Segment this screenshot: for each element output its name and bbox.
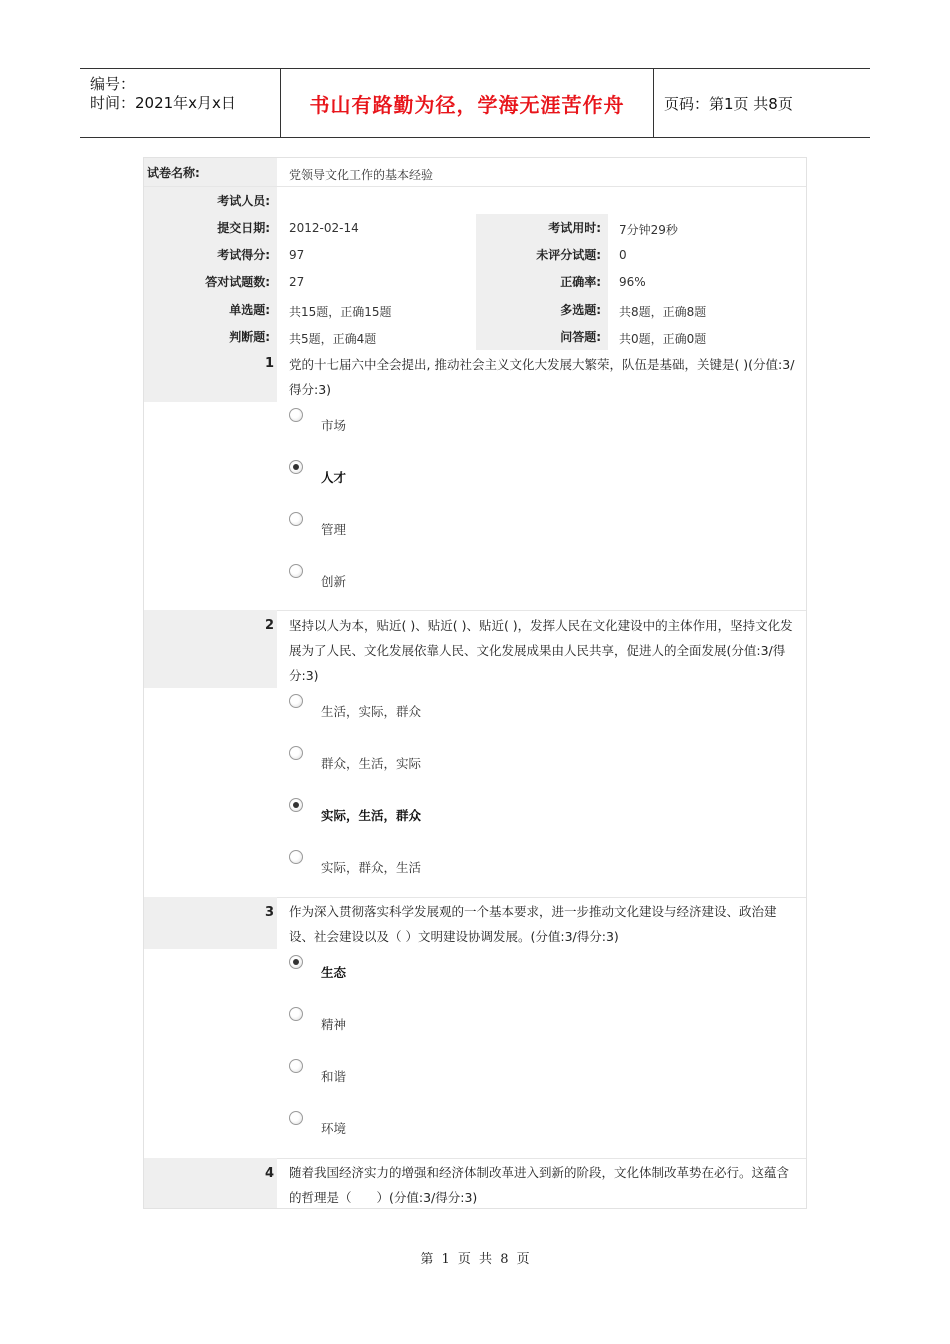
single-choice-value: 共15题，正确15题 — [289, 305, 392, 319]
divider — [277, 897, 806, 898]
page-footer: 第 1 页 共 8 页 — [420, 1252, 530, 1267]
page-info: 页码：第1页 共8页 — [664, 94, 793, 113]
score-row — [144, 241, 806, 268]
option-label: 环境 — [321, 1121, 347, 1136]
submit-date-value: 2012-02-14 — [289, 221, 359, 235]
question-number: 1 — [144, 350, 277, 402]
score-value: 97 — [289, 248, 305, 262]
multi-choice-label: 多选题: — [476, 296, 608, 323]
option-label: 人才 — [321, 470, 347, 485]
radio-button[interactable] — [289, 512, 303, 526]
accuracy-label: 正确率: — [476, 268, 608, 296]
essay-label: 问答题: — [476, 323, 608, 350]
question-number: 2 — [144, 610, 277, 688]
radio-button[interactable] — [289, 850, 303, 864]
question-text: 随着我国经济实力的增强和经济体制改革进入到新的阶段，文化体制改革势在必行。这蕴含的哲理是（ ）(分值:3/得分:3) — [289, 1165, 790, 1205]
question-text: 作为深入贯彻落实科学发展观的一个基本要求，进一步推动文化建设与经济建设、政治建设、社会建设以及（ ）文明建设协调发展。(分值:3/得分:3) — [289, 904, 777, 944]
radio-button[interactable] — [289, 564, 303, 578]
option-label: 创新 — [321, 574, 347, 589]
radio-button-selected[interactable] — [289, 460, 303, 474]
exam-name-label: 试卷名称: — [144, 158, 277, 186]
option-label: 实际，生活，群众 — [321, 808, 422, 823]
radio-button[interactable] — [289, 746, 303, 760]
submit-date-label: 提交日期: — [144, 214, 277, 241]
radio-button-selected[interactable] — [289, 955, 303, 969]
radio-button[interactable] — [289, 408, 303, 422]
judge-label: 判断题: — [144, 323, 277, 350]
option-label: 生活，实际，群众 — [321, 704, 422, 719]
duration-label: 考试用时: — [476, 214, 608, 241]
header-motto-cell — [281, 69, 654, 137]
question-number: 4 — [144, 1158, 277, 1208]
exam-name-value: 党领导文化工作的基本经验 — [289, 168, 434, 182]
radio-button[interactable] — [289, 1059, 303, 1073]
correct-count-row — [144, 268, 806, 296]
option-label: 实际，群众，生活 — [321, 860, 422, 875]
single-choice-row — [144, 296, 806, 323]
multi-choice-value: 共8题，正确8题 — [619, 305, 707, 319]
judge-row — [144, 323, 806, 350]
document-time: 时间：2021年x月x日 — [90, 94, 236, 112]
radio-button[interactable] — [289, 1111, 303, 1125]
correct-count-value: 27 — [289, 275, 305, 289]
header-meta-cell — [80, 69, 281, 137]
option-label: 生态 — [321, 965, 347, 980]
header-page-cell — [654, 69, 870, 137]
essay-value: 共0题，正确0题 — [619, 332, 707, 346]
option-label: 精神 — [321, 1017, 347, 1032]
judge-value: 共5题，正确4题 — [289, 332, 377, 346]
question-text: 坚持以人为本，贴近( )、贴近( )、贴近( )，发挥人民在文化建设中的主体作用，坚持文化发展为了人民、文化发展依靠人民、文化发展成果由人民共享，促进人的全面发展(分值:3/得分:3) — [289, 618, 793, 683]
ungraded-value: 0 — [619, 248, 627, 262]
exam-result-panel — [143, 157, 807, 1209]
ungraded-label: 未评分试题: — [476, 241, 608, 268]
option-label: 市场 — [321, 418, 347, 433]
option-label: 和谐 — [321, 1069, 347, 1084]
accuracy-value: 96% — [619, 275, 646, 289]
option-label: 管理 — [321, 522, 347, 537]
divider — [277, 610, 806, 611]
question-number: 3 — [144, 897, 277, 949]
document-header — [80, 68, 870, 138]
divider — [277, 1158, 806, 1159]
examinee-label: 考试人员: — [144, 187, 277, 214]
option-label: 群众，生活，实际 — [321, 756, 422, 771]
exam-name-row — [144, 158, 806, 186]
examinee-row — [144, 187, 806, 214]
document-number: 编号： — [90, 75, 136, 93]
duration-value: 7分钟29秒 — [619, 223, 678, 237]
score-label: 考试得分: — [144, 241, 277, 268]
radio-button-selected[interactable] — [289, 798, 303, 812]
correct-count-label: 答对试题数: — [144, 268, 277, 296]
single-choice-label: 单选题: — [144, 296, 277, 323]
question-text: 党的十七届六中全会提出, 推动社会主义文化大发展大繁荣，队伍是基础，关键是( )(分值:3/得分:3) — [289, 357, 795, 397]
radio-button[interactable] — [289, 1007, 303, 1021]
radio-button[interactable] — [289, 694, 303, 708]
motto-text: 书山有路勤为径，学海无涯苦作舟 — [309, 92, 625, 117]
submit-date-row — [144, 214, 806, 241]
